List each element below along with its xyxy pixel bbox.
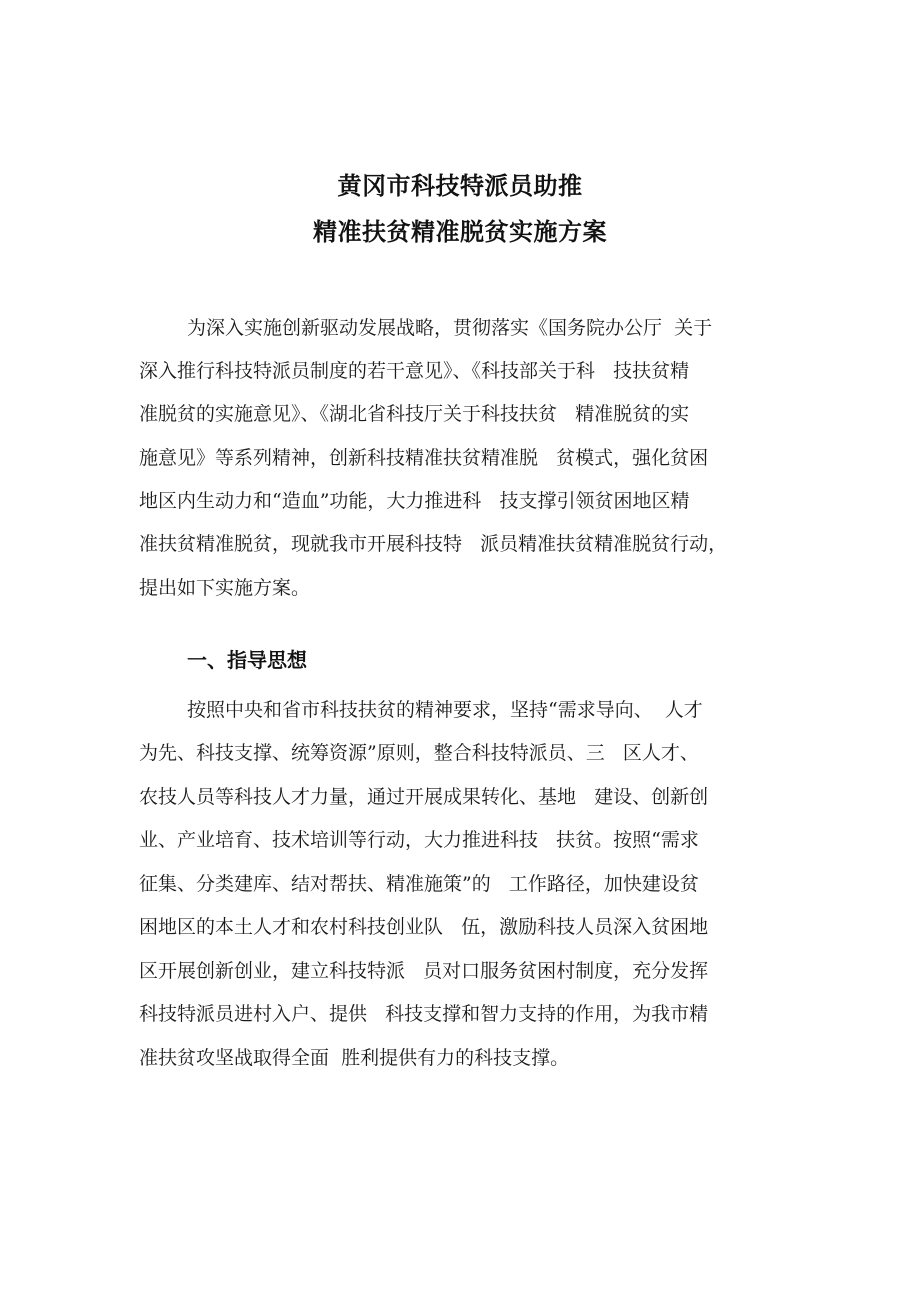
document-title — [0, 163, 920, 255]
paragraph-line: 准扶贫攻坚战取得全面 胜利提供有力的科技支撑。 — [139, 1047, 570, 1069]
paragraph-line: 按照中央和省市科技扶贫的精神要求，坚持“需求导向、 人才 — [187, 699, 703, 721]
title-line-1: 黄冈市科技特派员助推 — [337, 172, 583, 200]
paragraph-line: 提出如下实施方案。 — [139, 577, 311, 599]
paragraph-line: 准扶贫精准脱贫，现就我市开展科技特 派员精准扶贫精准脱贫行动， — [139, 533, 728, 555]
paragraph-line: 地区内生动力和“造血”功能，大力推进科 技支撑引领贫困地区精 — [139, 490, 690, 512]
paragraph-line: 施意见》等系列精神，创新科技精准扶贫精准脱 贫模式，强化贫困 — [139, 447, 709, 469]
section-heading: 一、指导思想 — [187, 648, 307, 672]
paragraph-line: 业、产业培育、技术培训等行动，大力推进科技 扶贫。按照“需求 — [139, 829, 699, 851]
paragraph-line: 征集、分类建库、结对帮扶、精准施策”的 工作路径，加快建设贫 — [139, 873, 699, 895]
title-line-2: 精准扶贫精准脱贫实施方案 — [313, 218, 607, 246]
paragraph-line: 区开展创新创业，建立科技特派 员对口服务贫困村制度，充分发挥 — [139, 960, 709, 982]
paragraph-line: 准脱贫的实施意见》、《湖北省科技厅关于科技扶贫 精准脱贫的实 — [139, 403, 690, 425]
paragraph-line: 为深入实施创新驱动发展战略，贯彻落实《国务院办公厅 关于 — [187, 317, 713, 339]
paragraph-line: 为先、科技支撑、统筹资源”原则，整合科技特派员、三 区人才、 — [139, 742, 699, 764]
paragraph-line: 困地区的本土人才和农村科技创业队 伍，激励科技人员深入贫困地 — [139, 916, 709, 938]
paragraph-line: 深入推行科技特派员制度的若干意见》、《科技部关于科 技扶贫精 — [139, 360, 690, 382]
paragraph-line: 农技人员等科技人才力量，通过开展成果转化、基地 建设、创新创 — [139, 786, 709, 808]
paragraph-line: 科技特派员进村入户、提供 科技支撑和智力支持的作用，为我市精 — [139, 1003, 709, 1025]
